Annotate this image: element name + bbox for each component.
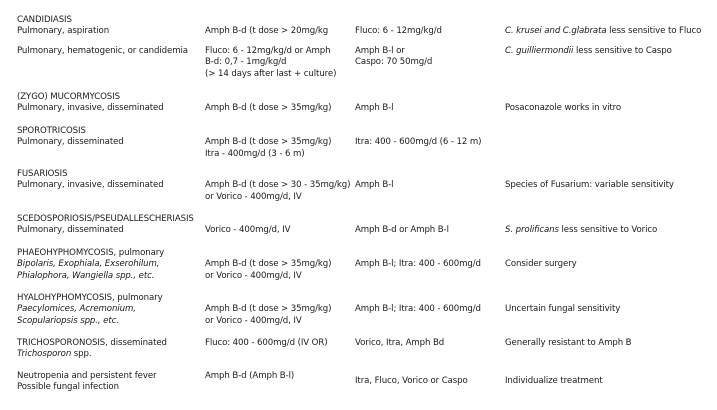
treatment2-line: Itra: 400 - 600mg/d (6 - 12 m) (355, 137, 482, 148)
condition-line: PHAEOHYPHOMYCOSIS, pulmonary (17, 248, 165, 258)
treatment2-line: Amph B-d or Amph B-l (355, 225, 449, 236)
comments-cell (505, 225, 715, 236)
condition-organisms: Scopulariopsis spp., etc. (17, 315, 119, 326)
treatment2-line: Fluco: 6 - 12mg/kg/d (355, 26, 442, 37)
treatment1-line: Amph B-d (Amph B-l) (205, 371, 295, 381)
treatment1-line: B-d: 0,7 - 1mg/kg/d (205, 57, 287, 68)
treatment2-line: Amph B-l (355, 180, 394, 191)
comments-cell (505, 180, 715, 191)
comments-cell (505, 46, 715, 57)
treatment1-line: or Vorico - 400mg/d, IV (205, 270, 302, 281)
treatment1-line: Amph B-d (t dose > 30 - 35mg/kg) (205, 180, 351, 191)
comments-italic: S. prolificans (505, 225, 559, 236)
condition-line: Pulmonary, aspiration (17, 26, 110, 37)
comments-text: Species of Fusarium: variable sensitivity (505, 180, 674, 191)
treatment1-cell (205, 103, 355, 114)
condition-line: Neutropenia and persistent fever (17, 371, 157, 381)
treatment1-line: Amph B-d (t dose > 35mg/kg) (205, 103, 332, 114)
treatment2-line: Itra, Fluco, Vorico or Caspo (355, 376, 468, 386)
treatment1-line: (> 14 days after last + culture) (205, 68, 337, 79)
comments-italic: C. guilliermondii (505, 46, 574, 56)
condition-organisms: Paecylomices, Acremonium, (17, 304, 136, 315)
treatment1-line: Vorico - 400mg/d, IV (205, 225, 291, 236)
treatment2-cell (355, 103, 505, 114)
treatment1-cell (205, 180, 355, 203)
treatment1-line: Amph B-d (t dose > 20mg/kg (205, 26, 329, 37)
comments-text: less sensitive to Fluco (606, 26, 702, 37)
treatment1-line: Itra - 400mg/d (3 - 6 m) (205, 148, 305, 159)
comments-cell (505, 304, 715, 315)
treatment1-cell (205, 371, 355, 382)
condition-cell (17, 92, 199, 115)
condition-cell (17, 169, 199, 192)
condition-cell (17, 46, 199, 57)
treatment1-cell (205, 338, 355, 349)
comments-text: Generally resistant to Amph B (505, 338, 632, 348)
treatment1-cell (205, 26, 355, 37)
condition-organisms: Trichosporon (17, 349, 72, 360)
condition-line: SCEDOSPORIOSIS/PSEUDALLESCHERIASIS (17, 214, 194, 224)
comments-cell (505, 376, 715, 387)
condition-organisms-tail: spp. (71, 349, 92, 360)
treatment1-cell (205, 137, 355, 160)
condition-cell (17, 371, 199, 394)
comments-text: less sensitive to Vorico (558, 225, 658, 236)
comments-text: Consider surgery (505, 259, 577, 270)
treatment1-line: Amph B-d (t dose > 35mg/kg) (205, 304, 332, 315)
treatment1-line: Fluco: 400 - 600mg/d (IV OR) (205, 338, 328, 348)
condition-line: Pulmonary, hematogenic, or candidemia (17, 46, 188, 56)
condition-organisms: Phialophora, Wangiella spp., etc. (17, 270, 155, 281)
treatment2-line: Amph B-l (355, 103, 394, 114)
treatment1-cell (205, 259, 355, 282)
treatment2-cell (355, 26, 505, 37)
condition-line: (ZYGO) MUCORMYCOSIS (17, 92, 120, 102)
condition-line: TRICHOSPORONOSIS, disseminated (17, 338, 167, 348)
condition-line: HYALOHYPHOMYCOSIS, pulmonary (17, 293, 163, 303)
condition-line: Possible fungal infection (17, 382, 119, 393)
treatment1-cell (205, 225, 355, 236)
condition-line: Pulmonary, disseminated (17, 137, 124, 148)
condition-organisms: Bipolaris, Exophiala, Exserohilum, (17, 259, 160, 270)
treatment2-line: Caspo: 70 50mg/d (355, 57, 433, 68)
condition-cell (17, 126, 199, 149)
comments-text: Individualize treatment (505, 376, 603, 386)
comments-cell (505, 259, 715, 270)
treatment1-line: Fluco: 6 - 12mg/kg/d or Amph (205, 46, 331, 56)
condition-line: Pulmonary, invasive, disseminated (17, 103, 164, 114)
treatment1-line: Amph B-d (t dose > 35mg/kg) (205, 137, 332, 148)
condition-line: Pulmonary, invasive, disseminated (17, 180, 164, 191)
treatment2-cell (355, 259, 505, 270)
comments-text: less sensitive to Caspo (573, 46, 672, 56)
comments-cell (505, 103, 715, 114)
treatment2-cell (355, 304, 505, 315)
comments-cell (505, 26, 715, 37)
treatment1-cell (205, 304, 355, 327)
treatment1-line: Amph B-d (t dose > 35mg/kg) (205, 259, 332, 270)
treatment2-cell (355, 46, 505, 69)
treatment1-line: or Vorico - 400mg/d, IV (205, 315, 302, 326)
condition-line: FUSARIOSIS (17, 169, 68, 179)
treatment2-line: Amph B-l; Itra: 400 - 600mg/d (355, 259, 481, 270)
condition-line: Pulmonary, disseminated (17, 225, 124, 236)
comments-text: Uncertain fungal sensitivity (505, 304, 621, 315)
treatment2-cell (355, 376, 505, 387)
treatment2-cell (355, 225, 505, 236)
condition-cell (17, 15, 199, 38)
condition-cell (17, 293, 199, 327)
condition-line: SPOROTRICOSIS (17, 126, 86, 136)
comments-italic: C. krusei and C.glabrata (505, 26, 607, 37)
treatment1-line: or Vorico - 400mg/d, IV (205, 191, 302, 202)
treatment2-cell (355, 180, 505, 191)
treatment2-line: Vorico, Itra, Amph Bd (355, 338, 445, 348)
condition-cell (17, 338, 199, 361)
treatment2-cell (355, 137, 505, 148)
condition-line: CANDIDIASIS (17, 15, 72, 25)
treatment2-cell (355, 338, 505, 349)
comments-text: Posaconazole works in vitro (505, 103, 622, 114)
condition-cell (17, 248, 199, 282)
treatment1-cell (205, 46, 355, 80)
treatment2-line: Amph B-l; Itra: 400 - 600mg/d (355, 304, 481, 315)
treatment2-line: Amph B-l or (355, 46, 405, 56)
comments-cell (505, 338, 715, 349)
condition-cell (17, 214, 199, 237)
